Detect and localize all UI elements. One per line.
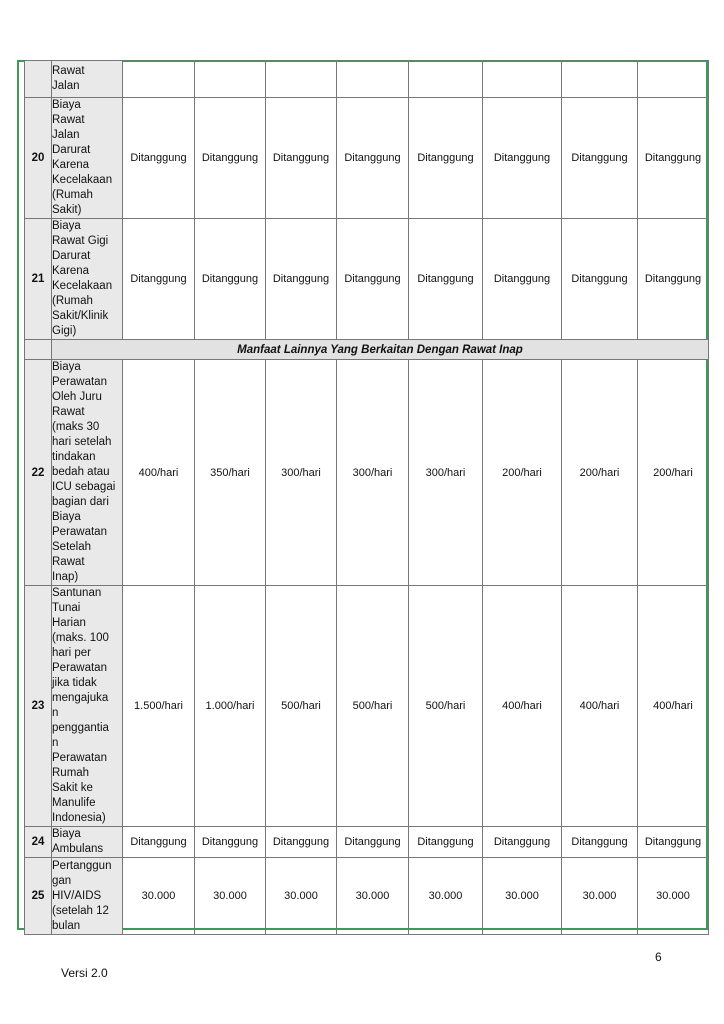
plan-value-cell: 1.000/hari	[195, 586, 266, 827]
plan-value-cell: 30.000	[337, 858, 409, 935]
benefit-name-line: Rawat	[52, 65, 85, 77]
plan-value-cell: 30.000	[483, 858, 562, 935]
row-number: 21	[25, 219, 52, 340]
benefit-name-line: Harian	[52, 617, 86, 629]
section-title: Manfaat Lainnya Yang Berkaitan Dengan Rawat Inap	[52, 340, 709, 360]
plan-value-cell: Ditanggung	[195, 219, 266, 340]
plan-value-cell: Ditanggung	[123, 219, 195, 340]
plan-value-cell: 300/hari	[409, 360, 483, 586]
benefit-name-line: HIV/AIDS	[52, 889, 102, 902]
plan-value-cell: 500/hari	[409, 586, 483, 827]
benefit-name-line: Rawat	[52, 114, 85, 126]
benefit-name-line: Jalan	[52, 80, 80, 92]
plan-value-cell: Ditanggung	[483, 827, 562, 858]
plan-value-cell	[195, 61, 266, 98]
benefit-name-line: Biaya	[52, 99, 81, 111]
row-number: 25	[25, 858, 52, 935]
table-row	[25, 858, 709, 935]
plan-value-cell: 200/hari	[638, 360, 709, 586]
row-number: 24	[25, 827, 52, 858]
benefit-name-line: hari per	[52, 647, 91, 659]
plan-value-cell	[409, 61, 483, 98]
plan-value-cell: Ditanggung	[638, 827, 709, 858]
benefit-name-line: Perawatan	[52, 526, 107, 538]
benefit-name-line: Tunai	[52, 602, 81, 614]
plan-value-cell: 400/hari	[483, 586, 562, 827]
benefit-name-line: tindakan	[52, 451, 96, 463]
benefit-name-line: hari setelah	[52, 436, 112, 448]
plan-value-cell: Ditanggung	[409, 98, 483, 219]
plan-value-cell: 30.000	[123, 858, 195, 935]
benefit-name-line: (maks. 100	[52, 632, 109, 644]
benefit-name	[52, 858, 123, 935]
plan-value-cell: 30.000	[409, 858, 483, 935]
benefit-name-line: bulan	[52, 919, 81, 932]
plan-value-cell: 400/hari	[638, 586, 709, 827]
plan-value-cell: Ditanggung	[266, 219, 337, 340]
benefit-name-line: mengajuka	[52, 692, 109, 704]
plan-value-cell: 300/hari	[266, 360, 337, 586]
benefit-name-line: Santunan	[52, 587, 102, 599]
plan-value-cell: 500/hari	[337, 586, 409, 827]
plan-value-cell: 400/hari	[562, 586, 638, 827]
benefit-name-line: Manulife	[52, 797, 96, 809]
benefits-table	[24, 60, 709, 935]
plan-value-cell: 350/hari	[195, 360, 266, 586]
benefit-name-line: Oleh Juru	[52, 391, 102, 403]
plan-value-cell: Ditanggung	[195, 827, 266, 858]
benefit-name-line: ICU sebagai	[52, 481, 116, 493]
benefit-name-line: jika tidak	[52, 677, 97, 689]
plan-value-cell: 200/hari	[562, 360, 638, 586]
row-number: 20	[25, 98, 52, 219]
benefit-name-line: Pertanggun	[52, 859, 112, 872]
benefit-name-line: Rawat	[52, 556, 85, 568]
benefit-name-line: Darurat	[52, 250, 91, 262]
plan-value-cell: 30.000	[266, 858, 337, 935]
benefit-name-line: Rawat	[52, 406, 85, 418]
plan-value-cell: 200/hari	[483, 360, 562, 586]
plan-value-cell: 30.000	[562, 858, 638, 935]
plan-value-cell: 1.500/hari	[123, 586, 195, 827]
table-row	[25, 61, 709, 98]
plan-value-cell: Ditanggung	[483, 98, 562, 219]
benefit-name-line: (Rumah	[52, 189, 93, 201]
plan-value-cell: Ditanggung	[195, 98, 266, 219]
benefit-name-line: bagian dari	[52, 496, 109, 508]
benefit-name-line: Perawatan	[52, 662, 107, 674]
page-number: 6	[655, 950, 662, 964]
benefit-name-line: Rawat Gigi	[52, 235, 109, 247]
plan-value-cell: Ditanggung	[266, 827, 337, 858]
plan-value-cell: Ditanggung	[562, 219, 638, 340]
plan-value-cell: Ditanggung	[266, 98, 337, 219]
plan-value-cell: Ditanggung	[562, 98, 638, 219]
benefit-name	[52, 61, 123, 98]
plan-value-cell	[483, 61, 562, 98]
plan-value-cell: 30.000	[195, 858, 266, 935]
benefit-name-line: (setelah 12	[52, 904, 109, 917]
plan-value-cell: Ditanggung	[337, 98, 409, 219]
plan-value-cell: 400/hari	[123, 360, 195, 586]
benefit-name	[52, 219, 123, 340]
plan-value-cell	[562, 61, 638, 98]
plan-value-cell: 500/hari	[266, 586, 337, 827]
benefit-name-line: bedah atau	[52, 466, 110, 478]
benefit-name-line: Biaya	[52, 361, 81, 373]
benefit-name-line: penggantia	[52, 722, 109, 734]
plan-value-cell: Ditanggung	[123, 827, 195, 858]
plan-value-cell: Ditanggung	[638, 219, 709, 340]
benefit-name-line: Inap)	[52, 571, 79, 583]
table-row	[25, 360, 709, 586]
benefit-name	[52, 586, 123, 827]
plan-value-cell	[337, 61, 409, 98]
benefit-name-line: Biaya	[52, 511, 81, 523]
table-row	[25, 219, 709, 340]
benefit-name-line: n	[52, 707, 59, 719]
benefit-name-line: Sakit ke	[52, 782, 93, 794]
plan-value-cell	[638, 61, 709, 98]
benefit-name-line: Karena	[52, 265, 90, 277]
benefit-name-line: n	[52, 737, 59, 749]
benefit-name-line: Jalan	[52, 129, 80, 141]
benefit-name-line: Setelah	[52, 541, 92, 553]
plan-value-cell: Ditanggung	[409, 827, 483, 858]
benefit-name-line: Darurat	[52, 144, 91, 156]
table-row	[25, 827, 709, 858]
benefit-name-line: Rumah	[52, 767, 90, 779]
benefit-name-line: Perawatan	[52, 376, 107, 388]
table-row	[25, 586, 709, 827]
table-row	[25, 98, 709, 219]
plan-value-cell: Ditanggung	[337, 219, 409, 340]
benefit-name-line: (maks 30	[52, 421, 100, 433]
benefit-name	[52, 827, 123, 858]
benefit-name-line: Ambulans	[52, 843, 104, 855]
benefit-name-line: Kecelakaan	[52, 174, 113, 186]
benefit-name-line: Perawatan	[52, 752, 107, 764]
benefit-name-line: Biaya	[52, 220, 81, 232]
benefit-name-line: Sakit/Klinik	[52, 310, 109, 322]
benefit-name-line: Gigi)	[52, 325, 77, 337]
plan-value-cell: Ditanggung	[123, 98, 195, 219]
section-spacer-cell	[25, 340, 52, 360]
plan-value-cell	[123, 61, 195, 98]
row-number	[25, 61, 52, 98]
plan-value-cell: 30.000	[638, 858, 709, 935]
plan-value-cell: Ditanggung	[562, 827, 638, 858]
benefit-name	[52, 360, 123, 586]
plan-value-cell	[266, 61, 337, 98]
benefit-name-line: Kecelakaan	[52, 280, 113, 292]
version-label: Versi 2.0	[61, 966, 108, 980]
benefit-name-line: Sakit)	[52, 204, 82, 216]
row-number: 23	[25, 586, 52, 827]
plan-value-cell: Ditanggung	[337, 827, 409, 858]
benefit-name-line: gan	[52, 874, 72, 887]
benefit-name-line: (Rumah	[52, 295, 93, 307]
benefit-name	[52, 98, 123, 219]
plan-value-cell: Ditanggung	[638, 98, 709, 219]
benefit-name-line: Karena	[52, 159, 90, 171]
plan-value-cell: Ditanggung	[409, 219, 483, 340]
benefit-name-line: Biaya	[52, 828, 81, 840]
table-body	[25, 61, 709, 935]
row-number: 22	[25, 360, 52, 586]
plan-value-cell: Ditanggung	[483, 219, 562, 340]
plan-value-cell: 300/hari	[337, 360, 409, 586]
benefit-name-line: Indonesia)	[52, 812, 106, 824]
section-header-row	[25, 340, 709, 360]
